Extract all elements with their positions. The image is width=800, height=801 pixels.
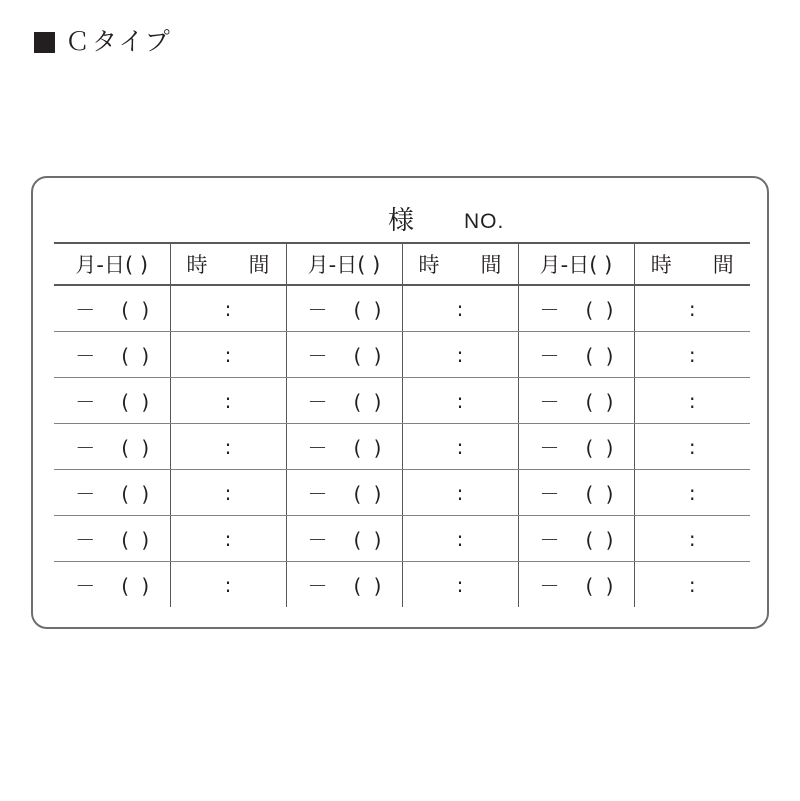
cell-time[interactable]: : xyxy=(170,378,286,424)
cell-time[interactable]: : xyxy=(170,424,286,470)
cell-date[interactable]: － ( ) xyxy=(54,332,170,378)
cell-date[interactable]: － ( ) xyxy=(54,285,170,332)
cell-time[interactable]: : xyxy=(170,562,286,608)
cell-time[interactable]: : xyxy=(170,516,286,562)
cell-date[interactable]: － ( ) xyxy=(518,378,634,424)
column-header-time-1: 時 間 xyxy=(170,243,286,285)
table-row xyxy=(54,516,750,562)
table-row xyxy=(54,378,750,424)
cell-time[interactable]: : xyxy=(634,285,750,332)
cell-date[interactable]: － ( ) xyxy=(518,332,634,378)
column-header-date-2: 月-日( ) xyxy=(286,243,402,285)
cell-date[interactable]: － ( ) xyxy=(286,470,402,516)
cell-time[interactable]: : xyxy=(402,378,518,424)
table-header-row xyxy=(54,243,750,285)
column-header-date-1: 月-日( ) xyxy=(54,243,170,285)
table-row xyxy=(54,424,750,470)
table-row xyxy=(54,562,750,608)
cell-time[interactable]: : xyxy=(402,424,518,470)
column-header-time-2: 時 間 xyxy=(402,243,518,285)
cell-date[interactable]: － ( ) xyxy=(286,562,402,608)
cell-time[interactable]: : xyxy=(634,562,750,608)
schedule-table xyxy=(54,242,750,607)
cell-time[interactable]: : xyxy=(402,332,518,378)
cell-date[interactable]: － ( ) xyxy=(286,378,402,424)
cell-date[interactable]: － ( ) xyxy=(286,424,402,470)
cell-date[interactable]: － ( ) xyxy=(518,470,634,516)
table-row xyxy=(54,285,750,332)
cell-time[interactable]: : xyxy=(634,378,750,424)
table-row xyxy=(54,470,750,516)
column-header-date-3: 月-日( ) xyxy=(518,243,634,285)
cell-date[interactable]: － ( ) xyxy=(54,378,170,424)
cell-time[interactable]: : xyxy=(402,516,518,562)
black-square-icon xyxy=(34,32,55,53)
cell-date[interactable]: － ( ) xyxy=(518,424,634,470)
cell-time[interactable]: : xyxy=(402,285,518,332)
cell-time[interactable]: : xyxy=(634,516,750,562)
table-body xyxy=(54,285,750,607)
cell-time[interactable]: : xyxy=(170,332,286,378)
cell-time[interactable]: : xyxy=(402,562,518,608)
cell-time[interactable]: : xyxy=(634,470,750,516)
cell-time[interactable]: : xyxy=(170,285,286,332)
sama-label: 様 xyxy=(388,206,415,236)
cell-date[interactable]: － ( ) xyxy=(518,516,634,562)
cell-date[interactable]: － ( ) xyxy=(75,574,153,598)
no-label: NO. xyxy=(464,210,505,233)
cell-time[interactable]: : xyxy=(634,332,750,378)
heading-label: Ｃタイプ xyxy=(65,28,172,56)
cell-date[interactable]: － ( ) xyxy=(54,516,170,562)
cell-time[interactable]: : xyxy=(402,470,518,516)
cell-date[interactable]: － ( ) xyxy=(286,332,402,378)
cell-time[interactable]: : xyxy=(170,470,286,516)
cell-date[interactable]: － ( ) xyxy=(54,424,170,470)
name-row xyxy=(54,194,750,242)
cell-date[interactable]: － ( ) xyxy=(518,562,634,608)
card-content xyxy=(54,194,750,607)
column-header-time-3: 時 間 xyxy=(634,243,750,285)
cell-date[interactable]: － ( ) xyxy=(286,516,402,562)
section-heading xyxy=(34,30,172,55)
table-row xyxy=(54,332,750,378)
cell-time[interactable]: : xyxy=(634,424,750,470)
cell-date[interactable]: － ( ) xyxy=(286,285,402,332)
cell-date[interactable]: － ( ) xyxy=(518,285,634,332)
cell-date[interactable]: － ( ) xyxy=(54,470,170,516)
appointment-card xyxy=(31,176,769,629)
